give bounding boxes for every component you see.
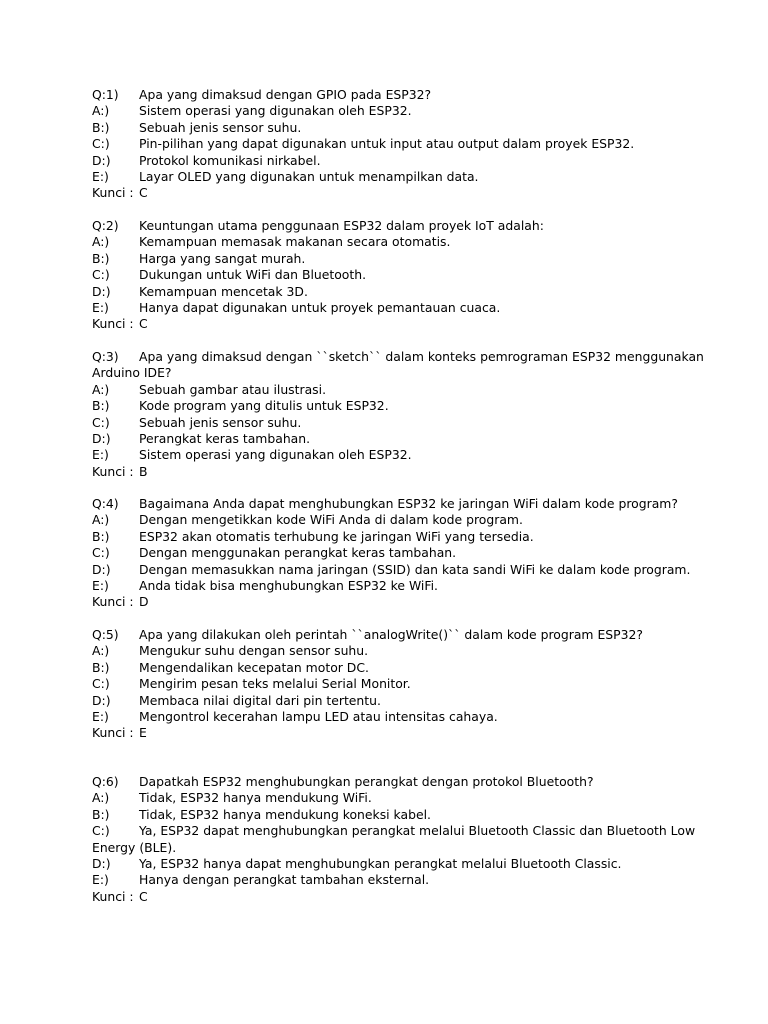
question-number: Q:4) [92, 496, 119, 511]
option-label: C:) [92, 136, 110, 152]
option-text: Dengan menggunakan perangkat keras tambahan. [139, 545, 457, 561]
question-number: Q:1) [92, 87, 119, 102]
answer-key [92, 594, 672, 610]
option-a [92, 790, 672, 806]
answer-key-value: D [139, 594, 149, 610]
answer-key-value: B [139, 463, 148, 479]
option-text: Protokol komunikasi nirkabel. [139, 152, 321, 168]
option-a [92, 382, 672, 398]
question-text: Dapatkah ESP32 menghubungkan perangkat dengan protokol Bluetooth? [139, 774, 594, 789]
answer-key [92, 316, 672, 332]
option-e [92, 447, 672, 463]
option-label: C:) [92, 823, 110, 839]
option-text: Dengan memasukkan nama jaringan (SSID) dan kata sandi WiFi ke dalam kode program. [139, 561, 691, 577]
option-b [92, 251, 672, 267]
option-text: Sistem operasi yang digunakan oleh ESP32. [139, 447, 412, 463]
question-number: Q:6) [92, 774, 119, 789]
option-d [92, 284, 672, 300]
option-e [92, 578, 672, 594]
option-text: Membaca nilai digital dari pin tertentu. [139, 692, 381, 708]
option-label: B:) [92, 398, 110, 414]
option-b [92, 120, 672, 136]
option-d [92, 561, 691, 578]
option-label: D:) [92, 692, 111, 708]
option-text: Sebuah gambar atau ilustrasi. [139, 381, 327, 397]
question-number: Q:5) [92, 627, 119, 642]
question-line [92, 218, 672, 234]
option-text: Kemampuan mencetak 3D. [139, 283, 308, 299]
option-label: A:) [92, 381, 110, 397]
option-text: Perangkat keras tambahan. [139, 430, 311, 446]
question-block-3 [92, 349, 704, 480]
option-label: E:) [92, 447, 109, 463]
question-line [92, 627, 672, 643]
option-a [92, 512, 672, 528]
answer-key-label: Kunci : [92, 185, 134, 201]
option-text: Dengan mengetikkan kode WiFi Anda di dalam kode program. [139, 512, 523, 528]
option-a [92, 103, 672, 119]
option-label: D:) [92, 855, 111, 871]
option-a [92, 234, 672, 250]
option-label: D:) [92, 152, 111, 168]
option-label: C:) [92, 545, 110, 561]
option-label: D:) [92, 561, 111, 577]
option-e [92, 169, 672, 185]
question-block-6 [92, 774, 696, 905]
question-text: Apa yang dilakukan oleh perintah ``analogWrite()`` dalam kode program ESP32? [139, 627, 643, 642]
option-text: Dukungan untuk WiFi dan Bluetooth. [139, 267, 367, 283]
option-label: B:) [92, 806, 110, 822]
option-c-continued [92, 840, 672, 856]
option-text-continued: Energy (BLE). [92, 839, 177, 855]
option-text: Pin-pilihan yang dapat digunakan untuk input atau output dalam proyek ESP32. [139, 136, 635, 152]
option-e [92, 300, 672, 316]
option-label: B:) [92, 528, 110, 544]
option-b [92, 398, 672, 414]
option-label: E:) [92, 299, 109, 315]
answer-key-value: C [139, 316, 148, 332]
option-text: Anda tidak bisa menghubungkan ESP32 ke WiFi. [139, 577, 438, 593]
question-line [92, 496, 678, 512]
option-text: Layar OLED yang digunakan untuk menampilkan data. [139, 168, 479, 184]
option-text: Sebuah jenis sensor suhu. [139, 414, 302, 430]
answer-key-label: Kunci : [92, 463, 134, 479]
option-c [92, 676, 672, 692]
question-number: Q:2) [92, 218, 119, 233]
answer-key-value: C [139, 185, 148, 201]
option-text: Sistem operasi yang digunakan oleh ESP32. [139, 103, 412, 119]
option-label: D:) [92, 283, 111, 299]
option-c [92, 415, 672, 431]
option-text: Kemampuan memasak makanan secara otomatis. [139, 234, 451, 250]
option-text: Tidak, ESP32 hanya mendukung WiFi. [139, 790, 372, 806]
option-d [92, 153, 672, 169]
question-number: Q:3) [92, 349, 119, 364]
question-line [92, 774, 672, 790]
option-text: ESP32 akan otomatis terhubung ke jaringan WiFi yang tersedia. [139, 528, 534, 544]
answer-key-label: Kunci : [92, 594, 134, 610]
answer-key [92, 464, 672, 480]
option-text: Mengontrol kecerahan lampu LED atau intensitas cahaya. [139, 708, 498, 724]
option-label: A:) [92, 512, 110, 528]
answer-key-value: C [139, 888, 148, 904]
question-text: Keuntungan utama penggunaan ESP32 dalam proyek IoT adalah: [139, 218, 544, 233]
option-c [92, 823, 696, 839]
option-b [92, 529, 672, 545]
option-a [92, 643, 672, 659]
option-label: E:) [92, 168, 109, 184]
option-d [92, 856, 672, 872]
option-b [92, 807, 672, 823]
option-e [92, 709, 672, 725]
option-label: B:) [92, 250, 110, 266]
option-label: E:) [92, 577, 109, 593]
option-label: D:) [92, 430, 111, 446]
option-label: C:) [92, 676, 110, 692]
question-block-4 [92, 496, 691, 611]
answer-key [92, 889, 672, 905]
option-label: A:) [92, 234, 110, 250]
option-text: Ya, ESP32 dapat menghubungkan perangkat melalui Bluetooth Classic dan Bluetooth Low [139, 823, 696, 839]
option-text: Harga yang sangat murah. [139, 250, 306, 266]
question-line [92, 87, 672, 103]
option-text: Hanya dapat digunakan untuk proyek pemantauan cuaca. [139, 299, 501, 315]
option-c [92, 267, 672, 283]
option-text: Tidak, ESP32 hanya mendukung koneksi kabel. [139, 806, 431, 822]
option-c [92, 545, 672, 561]
question-block-1 [92, 87, 672, 202]
option-text: Mengendalikan kecepatan motor DC. [139, 659, 369, 675]
question-line [92, 349, 704, 365]
option-label: B:) [92, 659, 110, 675]
answer-key-value: E [139, 725, 147, 741]
option-c [92, 136, 672, 152]
question-text-continued: Arduino IDE? [92, 365, 172, 381]
question-block-5 [92, 627, 672, 742]
question-text: Bagaimana Anda dapat menghubungkan ESP32 ke jaringan WiFi dalam kode program? [139, 496, 678, 511]
option-text: Sebuah jenis sensor suhu. [139, 119, 302, 135]
option-label: E:) [92, 708, 109, 724]
option-d [92, 693, 672, 709]
answer-key [92, 185, 672, 201]
option-label: B:) [92, 119, 110, 135]
option-label: A:) [92, 643, 110, 659]
question-text: Apa yang dimaksud dengan GPIO pada ESP32? [139, 87, 432, 102]
option-label: A:) [92, 790, 110, 806]
option-d [92, 431, 672, 447]
question-line-continued [92, 365, 672, 381]
option-text: Mengukur suhu dengan sensor suhu. [139, 643, 369, 659]
option-label: E:) [92, 872, 109, 888]
answer-key-label: Kunci : [92, 725, 134, 741]
option-b [92, 660, 672, 676]
answer-key-label: Kunci : [92, 316, 134, 332]
option-e [92, 872, 672, 888]
option-text: Kode program yang ditulis untuk ESP32. [139, 398, 389, 414]
option-text: Mengirim pesan teks melalui Serial Monitor. [139, 676, 411, 692]
question-text: Apa yang dimaksud dengan ``sketch`` dalam konteks pemrograman ESP32 menggunakan [139, 349, 704, 364]
option-text: Hanya dengan perangkat tambahan eksternal. [139, 872, 430, 888]
answer-key-label: Kunci : [92, 888, 134, 904]
answer-key [92, 725, 672, 741]
option-label: C:) [92, 267, 110, 283]
option-label: A:) [92, 103, 110, 119]
option-label: C:) [92, 414, 110, 430]
question-block-2 [92, 218, 672, 333]
option-text: Ya, ESP32 hanya dapat menghubungkan perangkat melalui Bluetooth Classic. [139, 855, 622, 871]
